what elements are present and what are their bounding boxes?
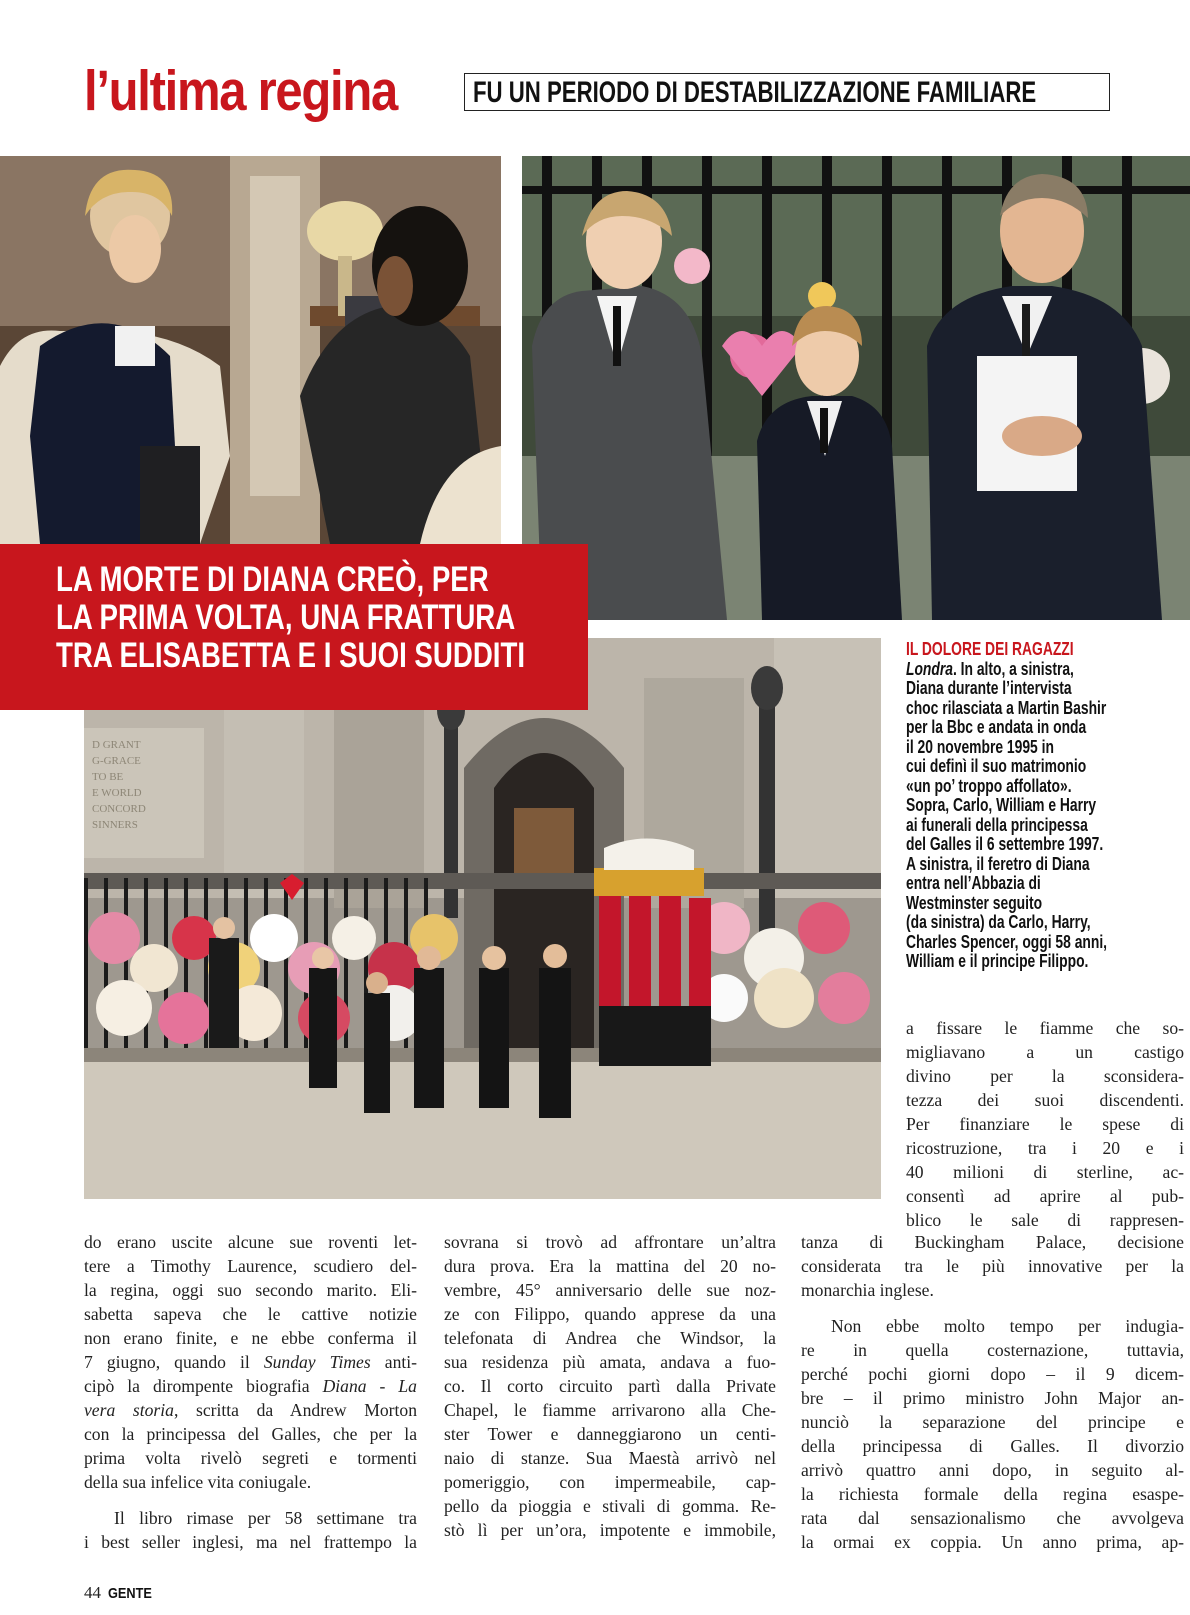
- body-line: prima volta rivelò segreti e tormenti: [84, 1448, 417, 1468]
- inscription-line-5: CONCORD: [92, 803, 146, 815]
- section-kicker: FU UN PERIODO DI DESTABILIZZAZIONE FAMILIARE: [473, 76, 1037, 109]
- body-line: blico le sale di rappresen-: [906, 1210, 1184, 1230]
- inscription-line-4: E WORLD: [92, 787, 142, 799]
- magazine-name: GENTE: [108, 1585, 152, 1602]
- caption-line-8: Sopra, Carlo, William e Harry: [906, 795, 1097, 815]
- body-line: arrivò quattro anni dopo, in seguito al-: [801, 1460, 1184, 1480]
- body-line: nunciò la separazione del principe e: [801, 1412, 1184, 1432]
- body-line: non erano finite, e ne ebbe conferma il: [84, 1328, 417, 1348]
- body-line: telefonata di Andrea che Windsor, la: [444, 1328, 776, 1348]
- body-line: [84, 1374, 417, 1398]
- body-line: la regina, oggi suo secondo marito. Eli-: [84, 1280, 417, 1300]
- body-line: la ormai ex coppia. Un anno prima, ap-: [801, 1532, 1184, 1552]
- newspaper-title: Sunday Times: [263, 1352, 371, 1372]
- body-line: della sua infelice vita coniugale.: [84, 1472, 312, 1492]
- body-line: naio di stanze. Sua Maestà arrivò nel: [444, 1448, 776, 1468]
- body-column-3-top: [906, 1016, 1184, 1232]
- body-line: re in quella costernazione, tuttavia,: [801, 1340, 1184, 1360]
- body-line: della principessa di Galles. Il divorzio: [801, 1436, 1184, 1456]
- body-text: 7 giugno, quando il: [84, 1352, 264, 1372]
- body-line: Il libro rimase per 58 settimane tra: [114, 1508, 417, 1528]
- section-kicker-box: [464, 73, 1110, 111]
- body-line: Chapel, le fiamme arrivarono alla Che-: [444, 1400, 776, 1420]
- body-line: dura prova. Era la mattina del 20 no-: [444, 1256, 776, 1276]
- inscription-line-6: SINNERS: [92, 819, 138, 831]
- body-line: sua residenza più amata, andava a fuo-: [444, 1352, 776, 1372]
- body-line: monarchia inglese.: [801, 1280, 934, 1300]
- caption-line-1: [906, 660, 1114, 680]
- caption-line-16: William e il principe Filippo.: [906, 951, 1089, 971]
- body-line: bre – il primo ministro John Major an-: [801, 1388, 1184, 1408]
- banner-line-2: LA PRIMA VOLTA, UNA FRATTURA: [56, 598, 516, 637]
- body-line: divino per la sconsidera-: [906, 1066, 1184, 1086]
- body-column-2: [444, 1230, 776, 1542]
- body-line: consentì ad aprire al pub-: [906, 1186, 1184, 1206]
- body-line: tezza dei suoi discendenti.: [906, 1090, 1184, 1110]
- book-title: Diana - La: [322, 1376, 417, 1396]
- body-text: cipò la dirompente biografia: [84, 1376, 323, 1396]
- body-line: vembre, 45° anniversario delle sue noz-: [444, 1280, 776, 1300]
- body-line: la richiesta formale della regina esaspe-: [801, 1484, 1184, 1504]
- page-footer: [84, 1583, 160, 1603]
- photo-william-harry-charles: [522, 156, 1190, 620]
- page-number: 44: [84, 1583, 101, 1602]
- body-line: perché pochi giorni dopo – il 9 dicem-: [801, 1364, 1184, 1384]
- caption-line-12: entra nell’Abbazia di: [906, 873, 1041, 893]
- caption-line-10: del Galles il 6 settembre 1997.: [906, 834, 1104, 854]
- caption-line-1-text: . In alto, a sinistra,: [952, 658, 1074, 679]
- body-line: ze con Filippo, quando apprese da una: [444, 1304, 776, 1324]
- banner-line-1: LA MORTE DI DIANA CREÒ, PER: [56, 560, 489, 599]
- body-line: migliavano a un castigo: [906, 1042, 1184, 1062]
- caption-line-6: cui definì il suo matrimonio: [906, 756, 1087, 776]
- book-title: vera storia: [84, 1400, 174, 1420]
- caption-line-5: il 20 novembre 1995 in: [906, 736, 1054, 757]
- caption-line-13: Westminster seguito: [906, 892, 1043, 913]
- photo-diana-interview: [0, 156, 501, 544]
- body-line: stò lì per un’ora, impotente e immobile,: [444, 1520, 776, 1540]
- photo-westminster-abbey-procession: [84, 638, 881, 1199]
- caption-line-3: choc rilasciata a Martin Bashir: [906, 697, 1107, 718]
- body-line: [84, 1398, 417, 1422]
- caption-heading: IL DOLORE DEI RAGAZZI: [906, 639, 1074, 659]
- body-line: sovrana si trovò ad affrontare un’altra: [444, 1232, 776, 1252]
- body-line: ster Tower e danneggiarono un centi-: [444, 1424, 776, 1444]
- headline-banner: [0, 544, 588, 710]
- body-column-3: [801, 1230, 1184, 1554]
- body-line: rata dal sensazionalismo che avvolgeva: [801, 1508, 1184, 1528]
- body-line: tere a Timothy Laurence, scudiero del-: [84, 1256, 417, 1276]
- body-line: considerata tra le più innovative per la: [801, 1256, 1184, 1276]
- body-text: anti-: [370, 1352, 418, 1372]
- caption-line-11: A sinistra, il feretro di Diana: [906, 853, 1090, 874]
- body-text: , scritta da Andrew Morton: [173, 1400, 417, 1420]
- body-line: pomeriggio, con impermeabile, cap-: [444, 1472, 776, 1492]
- body-line: co. Il corto circuito partì dalla Private: [444, 1376, 776, 1396]
- page-title: l’ultima regina: [84, 59, 397, 123]
- caption-line-4: per la Bbc e andata in onda: [906, 717, 1087, 737]
- body-line: Per finanziare le spese di: [906, 1114, 1184, 1134]
- body-line: pello da pioggia e stivali di gomma. Re-: [444, 1496, 776, 1516]
- body-line: do erano uscite alcune sue roventi let-: [84, 1232, 417, 1252]
- photo-caption: [906, 640, 1176, 972]
- body-line: con la principessa del Galles, che per la: [84, 1424, 417, 1444]
- body-line: tanza di Buckingham Palace, decisione: [801, 1232, 1184, 1252]
- caption-line-9: ai funerali della principessa: [906, 814, 1088, 835]
- body-line: [84, 1350, 417, 1374]
- inscription-line-2: G-GRACE: [92, 755, 141, 767]
- body-line: i best seller inglesi, ma nel frattempo la: [84, 1532, 417, 1552]
- body-column-1: [84, 1230, 417, 1554]
- body-line: sabetta sapeva che le cattive notizie: [84, 1304, 417, 1324]
- caption-place: Londra: [906, 658, 953, 679]
- caption-line-14: (da sinistra) da Carlo, Harry,: [906, 912, 1091, 932]
- caption-line-2: Diana durante l’intervista: [906, 678, 1072, 698]
- caption-line-15: Charles Spencer, oggi 58 anni,: [906, 931, 1108, 952]
- inscription-line-1: D GRANT: [92, 739, 141, 751]
- body-line: Non ebbe molto tempo per indugia-: [831, 1316, 1184, 1336]
- body-line: ricostruzione, tra i 20 e i: [906, 1138, 1184, 1158]
- banner-line-3: TRA ELISABETTA E I SUOI SUDDITI: [56, 636, 526, 675]
- body-line: a fissare le fiamme che so-: [906, 1018, 1184, 1038]
- inscription-line-3: TO BE: [92, 771, 124, 783]
- body-line: 40 milioni di sterline, ac-: [906, 1162, 1184, 1182]
- caption-line-7: «un po’ troppo affollato».: [906, 775, 1072, 796]
